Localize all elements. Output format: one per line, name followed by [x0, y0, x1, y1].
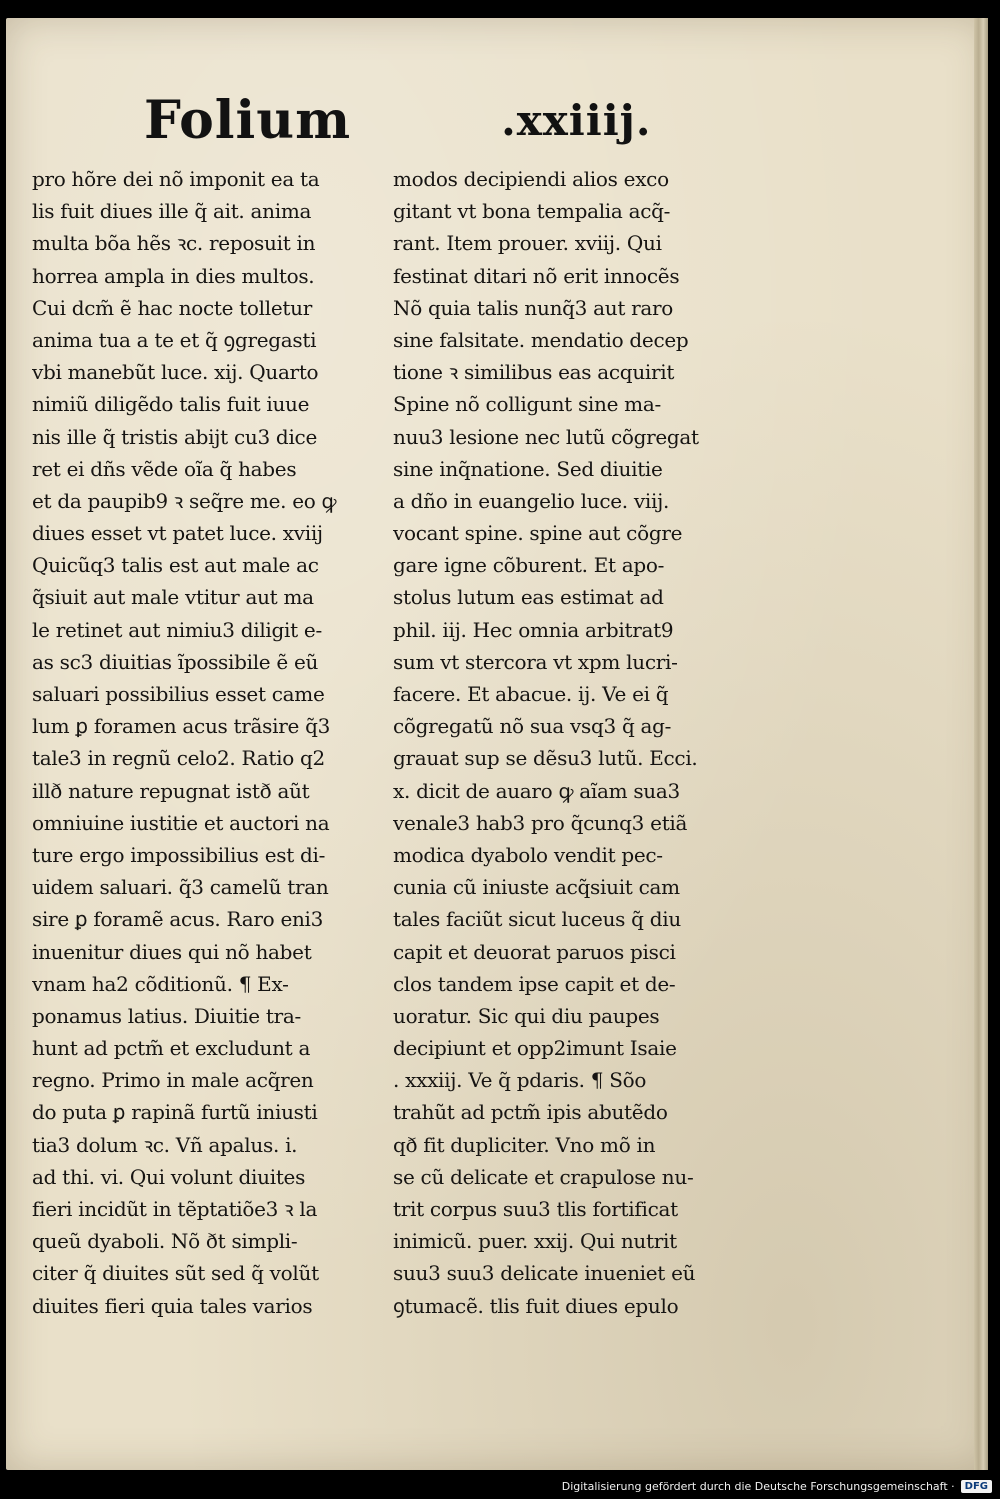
- text-line: sire ꝑ foramẽ acus. Raro eni3: [32, 907, 324, 932]
- text-line: tia3 dolum ꝛc. Vñ apalus. i.: [32, 1132, 298, 1157]
- text-line: sine inq̃natione. Sed diuitie: [393, 456, 663, 481]
- text-line: Nõ quia talis nunq̃3 aut raro: [393, 295, 674, 320]
- text-column-right: [393, 163, 748, 1322]
- text-line: nuu3 lesione nec lutũ cõgregat: [393, 424, 699, 449]
- text-line: suu3 suu3 delicate inueniet eũ: [393, 1261, 696, 1286]
- folio-word: Folium: [144, 89, 352, 151]
- text-line: diuites fieri quia tales varios: [32, 1293, 313, 1318]
- text-line: uidem saluari. q̃3 camelũ tran: [32, 875, 329, 900]
- text-line: phil. iij. Hec omnia arbitrat9: [393, 617, 674, 642]
- text-line: tione ꝛ similibus eas acquirit: [393, 360, 675, 385]
- text-line: anima tua a te et q̃ ꝯgregasti: [32, 327, 317, 352]
- text-line: capit et deuorat paruos pisci: [393, 939, 676, 964]
- text-line: q̃siuit aut male vtitur aut ma: [32, 585, 314, 610]
- text-line: vnam ha2 cõditionũ. ¶ Ex-: [32, 971, 289, 996]
- text-line: diues esset vt patet luce. xviij: [32, 521, 323, 546]
- folio-number: .xxiiij.: [501, 95, 652, 145]
- text-line: festinat ditari nõ erit innocẽs: [393, 263, 680, 288]
- text-line: Quicũq3 talis est aut male ac: [32, 553, 319, 578]
- text-line: hunt ad pctm̃ et excludunt a: [32, 1036, 311, 1061]
- footer-bar: [0, 1473, 1000, 1499]
- text-line: vocant spine. spine aut cõgre: [393, 521, 683, 546]
- text-line: Cui dcm̃ ẽ hac nocte tolletur: [32, 295, 312, 320]
- text-line: clos tandem ipse capit et de-: [393, 971, 676, 996]
- text-line: cõgregatũ nõ sua vsq3 q̃ ag-: [393, 714, 672, 739]
- text-line: lis fuit diues ille q̃ ait. anima: [32, 199, 312, 224]
- text-line: ponamus latius. Diuitie tra-: [32, 1003, 301, 1028]
- text-line: vbi manebũt luce. xij. Quarto: [32, 360, 319, 385]
- text-line: et da paupib9 ꝛ seq̃re me. eo ꝙ: [32, 488, 337, 513]
- text-line: omniuine iustitie et auctori na: [32, 810, 330, 835]
- scanned-page: [6, 18, 988, 1470]
- text-line: pro hõre dei nõ imponit ea ta: [32, 167, 320, 191]
- text-column-left: [32, 163, 387, 1322]
- text-line: le retinet aut nimiu3 diligit e-: [32, 617, 322, 642]
- text-line: sum vt stercora vt xpm lucri-: [393, 649, 678, 674]
- text-line: tale3 in regnũ celo2. Ratio q2: [32, 746, 325, 771]
- folio-header: [144, 80, 652, 160]
- text-line: multa bõa hẽs ꝛc. reposuit in: [32, 231, 316, 256]
- text-line: ture ergo impossibilius est di-: [32, 842, 326, 867]
- text-line: fieri incidũt in tẽptatiõe3 ꝛ la: [32, 1197, 318, 1221]
- text-line: se cũ delicate et crapulose nu-: [393, 1164, 694, 1189]
- text-line: trit corpus suu3 tlis fortificat: [393, 1197, 678, 1221]
- text-line: horrea ampla in dies multos.: [32, 263, 315, 288]
- text-line: sine falsitate. mendatio decep: [393, 327, 689, 352]
- text-line: regno. Primo in male acq̃ren: [32, 1068, 314, 1093]
- text-line: venale3 hab3 pro q̃cunq3 etiã: [393, 810, 688, 835]
- text-line: as sc3 diuitias ĩpossibile ẽ eũ: [32, 649, 319, 674]
- text-line: decipiunt et opp2imunt Isaie: [393, 1036, 677, 1061]
- funding-credit: Digitalisierung gefördert durch die Deutsche Forschungsgemeinschaft ·: [561, 1479, 955, 1493]
- text-line: qð fit dupliciter. Vno mõ in: [393, 1132, 656, 1157]
- text-line: facere. Et abacue. ij. Ve ei q̃: [393, 682, 669, 706]
- text-line: tales faciũt sicut luceus q̃ diu: [393, 907, 681, 932]
- text-line: saluari possibilius esset came: [32, 682, 325, 706]
- text-line: gare igne cõburent. Et apo-: [393, 553, 665, 578]
- text-line: a dño in euangelio luce. viij.: [393, 488, 670, 513]
- text-line: do puta ꝑ rapinã furtũ iniusti: [32, 1100, 318, 1125]
- text-line: ad thi. vi. Qui volunt diuites: [32, 1164, 306, 1189]
- text-line: nimiũ diligẽdo talis fuit iuue: [32, 392, 310, 417]
- text-line: ꝯtumacẽ. tlis fuit diues epulo: [393, 1293, 679, 1318]
- text-line: Spine nõ colligunt sine ma-: [393, 392, 661, 417]
- text-line: illð nature repugnat istð aũt: [32, 778, 310, 803]
- text-line: . xxxiij. Ve q̃ pdaris. ¶ Sõo: [393, 1068, 647, 1093]
- text-line: inuenitur diues qui nõ habet: [32, 939, 312, 964]
- text-line: stolus lutum eas estimat ad: [393, 585, 664, 610]
- text-line: grauat sup se dẽsu3 lutũ. Ecci.: [393, 746, 698, 771]
- text-line: lum ꝑ foramen acus trãsire q̃3: [32, 714, 331, 739]
- text-line: cunia cũ iniuste acq̃siuit cam: [393, 875, 680, 900]
- text-line: modos decipiendi alios exco: [393, 167, 669, 191]
- text-line: queũ dyaboli. Nõ ðt simpli-: [32, 1229, 298, 1254]
- dfg-logo: DFG: [961, 1480, 992, 1493]
- text-line: x. dicit de auaro ꝙ aĩam sua3: [393, 778, 680, 803]
- text-line: gitant vt bona tempalia acq̃-: [393, 199, 671, 224]
- text-line: trahũt ad pctm̃ ipis abutẽdo: [393, 1100, 668, 1125]
- text-line: rant. Item prouer. xviij. Qui: [393, 231, 662, 256]
- text-line: ret ei dñs vẽde oĩa q̃ habes: [32, 456, 297, 481]
- text-line: uoratur. Sic qui diu paupes: [393, 1003, 660, 1028]
- text-line: citer q̃ diuites sũt sed q̃ volũt: [32, 1261, 319, 1286]
- text-line: modica dyabolo vendit pec-: [393, 842, 663, 867]
- text-line: nis ille q̃ tristis abijt cu3 dice: [32, 424, 317, 449]
- page-edge: [974, 18, 988, 1470]
- text-line: inimicũ. puer. xxij. Qui nutrit: [393, 1229, 677, 1254]
